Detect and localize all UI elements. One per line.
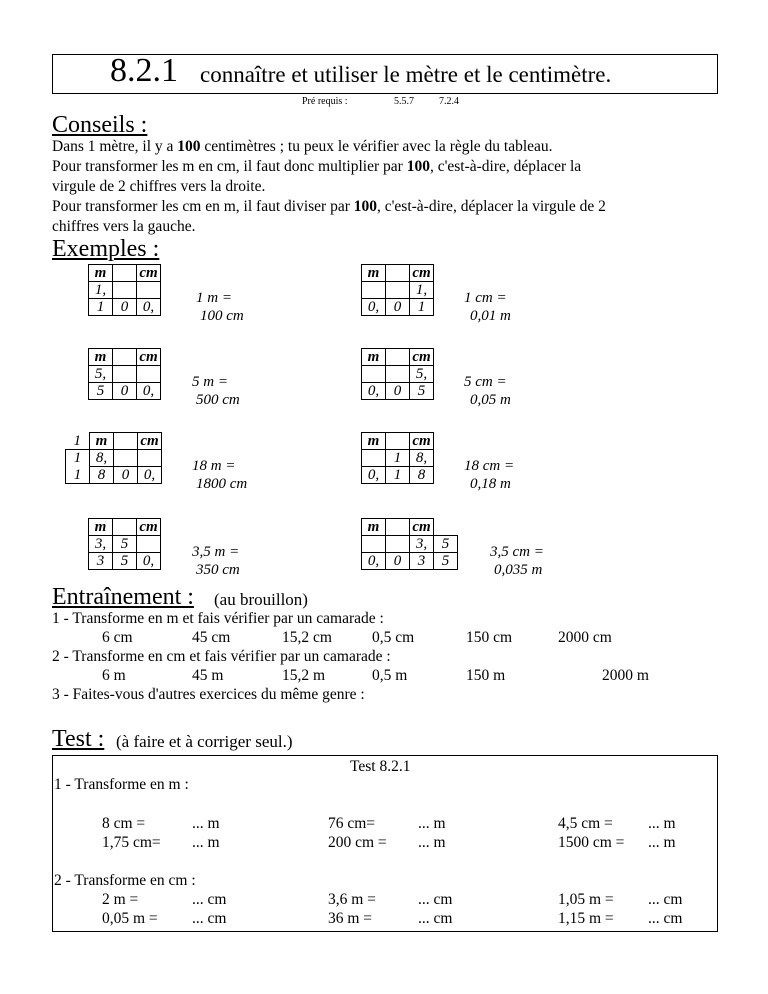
example-result: 5 cm = [464, 374, 507, 390]
exercise-item: 6 m [102, 667, 126, 684]
test-question: 4,5 cm = [558, 815, 613, 832]
exercise-item: 150 m [466, 667, 506, 684]
conseils-line: chiffres vers la gauche. [52, 218, 196, 235]
test-question: 76 cm= [328, 815, 376, 832]
test-question: 1,05 m = [558, 891, 614, 908]
test-answer: ... cm [418, 910, 453, 927]
exercise-item: 2000 m [602, 667, 649, 684]
exercise-instruction: 3 - Faites-vous d'autres exercices du même genre : [52, 686, 365, 703]
example-table-m-to-cm: 1 m cm 1 8, 1 8 0 0, [65, 432, 162, 484]
example-result: 18 m = [192, 458, 236, 474]
test-note: (à faire et à corriger seul.) [116, 732, 293, 751]
test-answer: ... m [192, 815, 220, 832]
test-answer: ... m [418, 815, 446, 832]
prereq-label: Pré requis : [302, 96, 348, 107]
conseils-line: Dans 1 mètre, il y a 100 centimètres ; tu peux le vérifier avec la règle du tableau. [52, 138, 553, 155]
test-question: 1,75 cm= [102, 834, 161, 851]
exercise-item: 6 cm [102, 629, 133, 646]
test-answer: ... cm [192, 910, 227, 927]
example-result: 1800 cm [196, 476, 248, 492]
exercise-item: 45 cm [192, 629, 231, 646]
test-instruction: 2 - Transforme en cm : [54, 872, 196, 889]
exercise-item: 0,5 cm [372, 629, 415, 646]
test-question: 0,05 m = [102, 910, 158, 927]
test-answer: ... m [418, 834, 446, 851]
example-result: 5 m = [192, 374, 228, 390]
example-result: 3,5 cm = [490, 544, 544, 560]
example-result: 100 cm [200, 308, 244, 324]
conseils-line: Pour transformer les cm en m, il faut diviser par 100, c'est-à-dire, déplacer la virgule de 2 [52, 198, 606, 215]
test-question: 1,15 m = [558, 910, 614, 927]
example-result: 0,05 m [470, 392, 511, 408]
test-answer: ... cm [418, 891, 453, 908]
exercise-item: 15,2 cm [282, 629, 332, 646]
test-answer: ... cm [648, 891, 683, 908]
conseils-line: Pour transformer les m en cm, il faut donc multiplier par 100, c'est-à-dire, déplacer la [52, 158, 582, 175]
exercise-instruction: 2 - Transforme en cm et fais vérifier par un camarade : [52, 648, 391, 665]
conseils-heading: Conseils : [52, 112, 148, 138]
exercise-item: 0,5 m [372, 667, 408, 684]
entrainement-heading: Entraînement : [52, 584, 194, 610]
test-question: 3,6 m = [328, 891, 376, 908]
example-result: 18 cm = [464, 458, 515, 474]
example-table-cm-to-m: m cm 5, 0, 0 5 [361, 348, 434, 400]
test-label: Test 8.2.1 [350, 758, 411, 775]
example-table-m-to-cm: m cm 3, 5 3 5 0, [65, 518, 161, 570]
example-result: 1 cm = [464, 290, 507, 306]
example-table-cm-to-m: m cm 1 8, 0, 1 8 [361, 432, 434, 484]
test-question: 1500 cm = [558, 834, 625, 851]
title-text: connaître et utiliser le mètre et le centimètre. [200, 62, 612, 87]
prereq-item: 7.2.4 [439, 96, 459, 107]
test-question: 36 m = [328, 910, 373, 927]
exemples-heading: Exemples : [52, 236, 160, 262]
example-table-cm-to-m: m cm 3, 5 0, 0 3 5 [361, 518, 458, 570]
test-answer: ... cm [192, 891, 227, 908]
example-result: 350 cm [196, 562, 240, 578]
test-answer: ... cm [648, 910, 683, 927]
exercise-item: 45 m [192, 667, 224, 684]
example-table-cm-to-m: m cm 1, 0, 0 1 [361, 264, 434, 316]
example-result: 3,5 m = [192, 544, 240, 560]
example-table-m-to-cm: m cm 5, 5 0 0, [65, 348, 161, 400]
exercise-item: 2000 cm [558, 629, 612, 646]
entrainement-note: (au brouillon) [214, 590, 308, 609]
conseils-line: virgule de 2 chiffres vers la droite. [52, 178, 266, 195]
example-result: 1 m = [196, 290, 232, 306]
test-answer: ... m [648, 815, 676, 832]
example-result: 0,035 m [494, 562, 543, 578]
example-table-m-to-cm: m cm 1, 1 0 0, [65, 264, 161, 316]
test-question: 2 m = [102, 891, 139, 908]
test-heading: Test : [52, 726, 105, 752]
example-result: 0,01 m [470, 308, 511, 324]
exercise-instruction: 1 - Transforme en m et fais vérifier par un camarade : [52, 610, 384, 627]
exercise-item: 150 cm [466, 629, 513, 646]
test-instruction: 1 - Transforme en m : [54, 776, 189, 793]
test-answer: ... m [192, 834, 220, 851]
example-result: 500 cm [196, 392, 240, 408]
title-number: 8.2.1 [110, 52, 178, 89]
prereq-item: 5.5.7 [394, 96, 414, 107]
example-result: 0,18 m [470, 476, 511, 492]
test-question: 8 cm = [102, 815, 146, 832]
exercise-item: 15,2 m [282, 667, 326, 684]
test-question: 200 cm = [328, 834, 387, 851]
test-answer: ... m [648, 834, 676, 851]
